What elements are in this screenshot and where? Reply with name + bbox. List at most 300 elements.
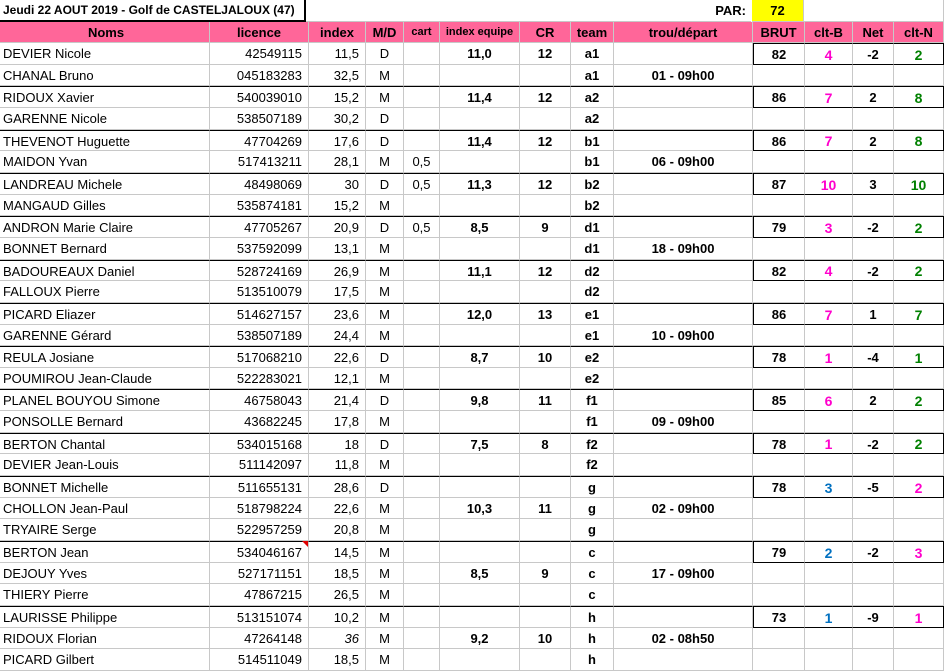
cell-md[interactable]: M — [366, 368, 404, 389]
cell-index[interactable]: 30,2 — [309, 108, 366, 130]
cell-cltn[interactable]: 2 — [894, 216, 944, 238]
cell-name[interactable]: ANDRON Marie Claire — [0, 216, 210, 238]
cell-md[interactable]: D — [366, 108, 404, 130]
cell-index-equipe[interactable]: 11,4 — [440, 130, 520, 151]
cell-cart[interactable] — [404, 411, 440, 433]
cell-md[interactable]: D — [366, 476, 404, 498]
header-brut[interactable]: BRUT — [753, 22, 805, 43]
cell-md[interactable]: M — [366, 238, 404, 260]
cell-md[interactable]: D — [366, 130, 404, 151]
cell-cltn[interactable] — [894, 649, 944, 671]
cell-licence[interactable]: 537592099 — [210, 238, 309, 260]
cell-cr[interactable]: 9 — [520, 563, 571, 584]
cell-index-equipe[interactable] — [440, 476, 520, 498]
cell-name[interactable]: LANDREAU Michele — [0, 173, 210, 195]
cell-team[interactable]: d2 — [571, 260, 614, 281]
cell-name[interactable]: RIDOUX Xavier — [0, 86, 210, 108]
cell-licence[interactable]: 511655131 — [210, 476, 309, 498]
cell-name[interactable]: TRYAIRE Serge — [0, 519, 210, 541]
cell-trou[interactable] — [614, 173, 753, 195]
comment-indicator[interactable] — [302, 541, 308, 547]
cell-net[interactable]: -2 — [853, 541, 894, 563]
cell-net[interactable] — [853, 238, 894, 260]
cell-net[interactable] — [853, 281, 894, 303]
cell-net[interactable]: -9 — [853, 606, 894, 628]
cell-name[interactable]: MAIDON Yvan — [0, 151, 210, 173]
cell-cart[interactable] — [404, 108, 440, 130]
cell-cltn[interactable] — [894, 498, 944, 519]
cell-index-equipe[interactable] — [440, 65, 520, 86]
cell-name[interactable]: BONNET Bernard — [0, 238, 210, 260]
cell-name[interactable]: MANGAUD Gilles — [0, 195, 210, 216]
cell-brut[interactable]: 82 — [753, 260, 805, 281]
cell-cart[interactable] — [404, 346, 440, 368]
cell-cltn[interactable] — [894, 195, 944, 216]
cell-cltb[interactable]: 10 — [805, 173, 853, 195]
cell-net[interactable] — [853, 151, 894, 173]
cell-name[interactable]: BADOUREAUX Daniel — [0, 260, 210, 281]
cell-name[interactable]: POUMIROU Jean-Claude — [0, 368, 210, 389]
cell-cltb[interactable]: 7 — [805, 86, 853, 108]
cell-licence[interactable]: 47264148 — [210, 628, 309, 649]
cell-licence[interactable]: 517068210 — [210, 346, 309, 368]
cell-cltb[interactable]: 4 — [805, 43, 853, 65]
cell-brut[interactable]: 86 — [753, 130, 805, 151]
header-index-equipe[interactable]: index equipe — [440, 22, 520, 43]
cell-cltb[interactable] — [805, 195, 853, 216]
cell-index[interactable]: 15,2 — [309, 86, 366, 108]
cell-cr[interactable] — [520, 108, 571, 130]
cell-name[interactable]: GARENNE Gérard — [0, 325, 210, 346]
cell-brut[interactable] — [753, 498, 805, 519]
cell-brut[interactable] — [753, 281, 805, 303]
cell-cart[interactable] — [404, 563, 440, 584]
cell-index-equipe[interactable] — [440, 368, 520, 389]
cell-team[interactable]: e2 — [571, 368, 614, 389]
cell-trou[interactable] — [614, 303, 753, 325]
cell-net[interactable] — [853, 649, 894, 671]
cell-index-equipe[interactable] — [440, 281, 520, 303]
cell-licence[interactable]: 511142097 — [210, 454, 309, 476]
cell-net[interactable]: -5 — [853, 476, 894, 498]
cell-brut[interactable] — [753, 584, 805, 606]
cell-cltn[interactable] — [894, 65, 944, 86]
cell-cr[interactable]: 12 — [520, 260, 571, 281]
cell-brut[interactable]: 85 — [753, 389, 805, 411]
cell-index[interactable]: 30 — [309, 173, 366, 195]
cell-net[interactable] — [853, 368, 894, 389]
cell-cart[interactable] — [404, 649, 440, 671]
cell-cltb[interactable]: 6 — [805, 389, 853, 411]
cell-cltn[interactable]: 7 — [894, 303, 944, 325]
cell-licence[interactable]: 534046167 — [210, 541, 309, 563]
cell-team[interactable]: g — [571, 476, 614, 498]
cell-team[interactable]: a2 — [571, 86, 614, 108]
cell-trou[interactable] — [614, 389, 753, 411]
cell-cr[interactable] — [520, 606, 571, 628]
cell-licence[interactable]: 517413211 — [210, 151, 309, 173]
cell-brut[interactable]: 86 — [753, 303, 805, 325]
cell-cr[interactable] — [520, 476, 571, 498]
cell-trou[interactable]: 18 - 09h00 — [614, 238, 753, 260]
cell-licence[interactable]: 534015168 — [210, 433, 309, 454]
cell-net[interactable]: -2 — [853, 260, 894, 281]
header-licence[interactable]: licence — [210, 22, 309, 43]
cell-licence[interactable]: 47867215 — [210, 584, 309, 606]
cell-cart[interactable] — [404, 541, 440, 563]
cell-net[interactable]: -2 — [853, 43, 894, 65]
cell-cr[interactable]: 13 — [520, 303, 571, 325]
cell-cltb[interactable]: 1 — [805, 606, 853, 628]
cell-net[interactable] — [853, 108, 894, 130]
cell-team[interactable]: c — [571, 541, 614, 563]
cell-trou[interactable] — [614, 519, 753, 541]
cell-trou[interactable]: 01 - 09h00 — [614, 65, 753, 86]
cell-index-equipe[interactable]: 11,1 — [440, 260, 520, 281]
cell-cltb[interactable] — [805, 563, 853, 584]
cell-licence[interactable]: 045183283 — [210, 65, 309, 86]
cell-cltn[interactable]: 2 — [894, 433, 944, 454]
cell-cltb[interactable] — [805, 65, 853, 86]
cell-name[interactable]: PICARD Gilbert — [0, 649, 210, 671]
cell-md[interactable]: D — [366, 433, 404, 454]
cell-cltn[interactable] — [894, 454, 944, 476]
cell-md[interactable]: M — [366, 151, 404, 173]
cell-md[interactable]: M — [366, 519, 404, 541]
cell-index-equipe[interactable] — [440, 584, 520, 606]
cell-cltb[interactable] — [805, 281, 853, 303]
cell-cr[interactable] — [520, 519, 571, 541]
cell-net[interactable] — [853, 411, 894, 433]
cell-cltn[interactable] — [894, 151, 944, 173]
cell-index-equipe[interactable] — [440, 519, 520, 541]
cell-index-equipe[interactable] — [440, 454, 520, 476]
cell-cltn[interactable] — [894, 325, 944, 346]
cell-cltb[interactable] — [805, 454, 853, 476]
cell-md[interactable]: M — [366, 260, 404, 281]
header-team[interactable]: team — [571, 22, 614, 43]
cell-cltb[interactable]: 3 — [805, 216, 853, 238]
cell-net[interactable] — [853, 519, 894, 541]
cell-cltn[interactable] — [894, 411, 944, 433]
cell-team[interactable]: d1 — [571, 238, 614, 260]
cell-index[interactable]: 36 — [309, 628, 366, 649]
cell-name[interactable]: BERTON Jean — [0, 541, 210, 563]
cell-brut[interactable]: 78 — [753, 476, 805, 498]
cell-cart[interactable] — [404, 584, 440, 606]
cell-md[interactable]: M — [366, 281, 404, 303]
cell-index-equipe[interactable]: 8,5 — [440, 563, 520, 584]
cell-brut[interactable] — [753, 195, 805, 216]
cell-team[interactable]: a2 — [571, 108, 614, 130]
cell-md[interactable]: M — [366, 563, 404, 584]
cell-name[interactable]: REULA Josiane — [0, 346, 210, 368]
cell-trou[interactable] — [614, 368, 753, 389]
cell-brut[interactable]: 78 — [753, 433, 805, 454]
cell-index[interactable]: 17,8 — [309, 411, 366, 433]
cell-cltb[interactable] — [805, 519, 853, 541]
cell-name[interactable]: CHANAL Bruno — [0, 65, 210, 86]
cell-index-equipe[interactable] — [440, 238, 520, 260]
cell-brut[interactable]: 79 — [753, 541, 805, 563]
cell-net[interactable] — [853, 498, 894, 519]
cell-team[interactable]: d2 — [571, 281, 614, 303]
par-value[interactable]: 72 — [752, 0, 804, 22]
cell-licence[interactable]: 514511049 — [210, 649, 309, 671]
cell-cltb[interactable] — [805, 368, 853, 389]
cell-cr[interactable]: 11 — [520, 498, 571, 519]
cell-cart[interactable] — [404, 454, 440, 476]
cell-cltn[interactable]: 3 — [894, 541, 944, 563]
cell-index-equipe[interactable]: 11,0 — [440, 43, 520, 65]
cell-trou[interactable] — [614, 433, 753, 454]
cell-index-equipe[interactable]: 11,3 — [440, 173, 520, 195]
cell-team[interactable]: e1 — [571, 325, 614, 346]
cell-cltb[interactable] — [805, 325, 853, 346]
cell-cart[interactable]: 0,5 — [404, 151, 440, 173]
cell-cr[interactable]: 11 — [520, 389, 571, 411]
cell-team[interactable]: e1 — [571, 303, 614, 325]
cell-index[interactable]: 28,6 — [309, 476, 366, 498]
cell-brut[interactable]: 78 — [753, 346, 805, 368]
cell-licence[interactable]: 513510079 — [210, 281, 309, 303]
cell-trou[interactable]: 10 - 09h00 — [614, 325, 753, 346]
cell-cltn[interactable] — [894, 368, 944, 389]
cell-md[interactable]: M — [366, 65, 404, 86]
cell-cart[interactable] — [404, 368, 440, 389]
cell-brut[interactable] — [753, 563, 805, 584]
cell-cr[interactable] — [520, 368, 571, 389]
cell-trou[interactable] — [614, 476, 753, 498]
cell-licence[interactable]: 43682245 — [210, 411, 309, 433]
cell-cart[interactable] — [404, 303, 440, 325]
cell-name[interactable]: PLANEL BOUYOU Simone — [0, 389, 210, 411]
cell-cltn[interactable] — [894, 519, 944, 541]
cell-index[interactable]: 26,5 — [309, 584, 366, 606]
cell-licence[interactable]: 46758043 — [210, 389, 309, 411]
cell-trou[interactable] — [614, 649, 753, 671]
cell-index-equipe[interactable]: 10,3 — [440, 498, 520, 519]
cell-index-equipe[interactable]: 7,5 — [440, 433, 520, 454]
cell-index-equipe[interactable] — [440, 151, 520, 173]
header-cart[interactable]: cart — [404, 22, 440, 43]
cell-cr[interactable]: 10 — [520, 628, 571, 649]
cell-index[interactable]: 15,2 — [309, 195, 366, 216]
cell-cltn[interactable] — [894, 628, 944, 649]
cell-team[interactable]: h — [571, 649, 614, 671]
cell-team[interactable]: h — [571, 606, 614, 628]
cell-brut[interactable] — [753, 151, 805, 173]
cell-index[interactable]: 11,5 — [309, 43, 366, 65]
cell-cart[interactable] — [404, 519, 440, 541]
cell-index[interactable]: 18 — [309, 433, 366, 454]
cell-index-equipe[interactable]: 11,4 — [440, 86, 520, 108]
cell-cart[interactable] — [404, 476, 440, 498]
cell-cart[interactable] — [404, 65, 440, 86]
cell-cr[interactable]: 12 — [520, 86, 571, 108]
cell-cr[interactable] — [520, 65, 571, 86]
cell-index-equipe[interactable] — [440, 195, 520, 216]
cell-brut[interactable]: 87 — [753, 173, 805, 195]
cell-cltb[interactable] — [805, 151, 853, 173]
cell-team[interactable]: b2 — [571, 173, 614, 195]
cell-cltb[interactable]: 7 — [805, 130, 853, 151]
cell-net[interactable] — [853, 325, 894, 346]
cell-name[interactable]: CHOLLON Jean-Paul — [0, 498, 210, 519]
cell-team[interactable]: f2 — [571, 433, 614, 454]
cell-index[interactable]: 26,9 — [309, 260, 366, 281]
cell-name[interactable]: LAURISSE Philippe — [0, 606, 210, 628]
cell-trou[interactable]: 02 - 09h00 — [614, 498, 753, 519]
cell-cltb[interactable]: 3 — [805, 476, 853, 498]
cell-net[interactable]: 2 — [853, 86, 894, 108]
cell-net[interactable]: -4 — [853, 346, 894, 368]
cell-md[interactable]: M — [366, 454, 404, 476]
cell-cltb[interactable] — [805, 238, 853, 260]
cell-cart[interactable] — [404, 628, 440, 649]
par-label[interactable]: PAR: — [715, 3, 746, 18]
cell-net[interactable] — [853, 584, 894, 606]
cell-team[interactable]: f1 — [571, 389, 614, 411]
cell-team[interactable]: b2 — [571, 195, 614, 216]
cell-index[interactable]: 23,6 — [309, 303, 366, 325]
cell-index[interactable]: 11,8 — [309, 454, 366, 476]
cell-md[interactable]: M — [366, 86, 404, 108]
cell-brut[interactable]: 73 — [753, 606, 805, 628]
cell-md[interactable]: M — [366, 541, 404, 563]
cell-cart[interactable] — [404, 498, 440, 519]
cell-index-equipe[interactable]: 9,8 — [440, 389, 520, 411]
cell-trou[interactable] — [614, 281, 753, 303]
cell-md[interactable]: D — [366, 346, 404, 368]
cell-licence[interactable]: 42549115 — [210, 43, 309, 65]
cell-name[interactable]: DEJOUY Yves — [0, 563, 210, 584]
cell-md[interactable]: M — [366, 606, 404, 628]
cell-index-equipe[interactable]: 9,2 — [440, 628, 520, 649]
header-net[interactable]: Net — [853, 22, 894, 43]
cell-trou[interactable] — [614, 584, 753, 606]
cell-net[interactable] — [853, 65, 894, 86]
cell-cr[interactable]: 12 — [520, 43, 571, 65]
sheet-title[interactable]: Jeudi 22 AOUT 2019 - Golf de CASTELJALOUX (47) — [0, 0, 306, 22]
cell-name[interactable]: BONNET Michelle — [0, 476, 210, 498]
cell-md[interactable]: D — [366, 173, 404, 195]
cell-md[interactable]: D — [366, 216, 404, 238]
cell-team[interactable]: b1 — [571, 151, 614, 173]
cell-name[interactable]: THIERY Pierre — [0, 584, 210, 606]
cell-cart[interactable] — [404, 86, 440, 108]
cell-trou[interactable] — [614, 195, 753, 216]
cell-licence[interactable]: 518798224 — [210, 498, 309, 519]
cell-index[interactable]: 24,4 — [309, 325, 366, 346]
cell-md[interactable]: M — [366, 584, 404, 606]
cell-trou[interactable]: 09 - 09h00 — [614, 411, 753, 433]
cell-index-equipe[interactable]: 12,0 — [440, 303, 520, 325]
cell-md[interactable]: M — [366, 195, 404, 216]
cell-cr[interactable]: 12 — [520, 173, 571, 195]
cell-team[interactable]: d1 — [571, 216, 614, 238]
cell-index[interactable]: 18,5 — [309, 649, 366, 671]
cell-md[interactable]: M — [366, 628, 404, 649]
cell-index-equipe[interactable] — [440, 411, 520, 433]
cell-index[interactable]: 28,1 — [309, 151, 366, 173]
cell-trou[interactable] — [614, 216, 753, 238]
cell-index[interactable]: 13,1 — [309, 238, 366, 260]
cell-index-equipe[interactable] — [440, 606, 520, 628]
cell-cr[interactable] — [520, 238, 571, 260]
cell-net[interactable] — [853, 563, 894, 584]
cell-cart[interactable] — [404, 195, 440, 216]
cell-cart[interactable] — [404, 606, 440, 628]
cell-cart[interactable] — [404, 433, 440, 454]
cell-licence[interactable]: 513151074 — [210, 606, 309, 628]
cell-md[interactable]: M — [366, 303, 404, 325]
cell-licence[interactable]: 527171151 — [210, 563, 309, 584]
cell-brut[interactable]: 79 — [753, 216, 805, 238]
cell-team[interactable]: h — [571, 628, 614, 649]
cell-cart[interactable] — [404, 325, 440, 346]
cell-name[interactable]: GARENNE Nicole — [0, 108, 210, 130]
cell-index-equipe[interactable] — [440, 541, 520, 563]
cell-cltn[interactable]: 1 — [894, 346, 944, 368]
header-cltb[interactable]: clt-B — [805, 22, 853, 43]
cell-md[interactable]: M — [366, 649, 404, 671]
cell-md[interactable]: M — [366, 325, 404, 346]
cell-team[interactable]: g — [571, 519, 614, 541]
cell-team[interactable]: g — [571, 498, 614, 519]
cell-licence[interactable]: 540039010 — [210, 86, 309, 108]
cell-index[interactable]: 12,1 — [309, 368, 366, 389]
cell-net[interactable] — [853, 195, 894, 216]
cell-brut[interactable] — [753, 519, 805, 541]
cell-trou[interactable] — [614, 130, 753, 151]
cell-brut[interactable] — [753, 65, 805, 86]
cell-cr[interactable] — [520, 541, 571, 563]
cell-index-equipe[interactable] — [440, 325, 520, 346]
cell-cr[interactable]: 9 — [520, 216, 571, 238]
cell-md[interactable]: M — [366, 411, 404, 433]
header-md[interactable]: M/D — [366, 22, 404, 43]
cell-cltn[interactable] — [894, 584, 944, 606]
cell-cltb[interactable] — [805, 649, 853, 671]
cell-name[interactable]: PONSOLLE Bernard — [0, 411, 210, 433]
cell-trou[interactable] — [614, 541, 753, 563]
cell-name[interactable]: PICARD Eliazer — [0, 303, 210, 325]
cell-cltn[interactable]: 2 — [894, 389, 944, 411]
cell-index[interactable]: 22,6 — [309, 498, 366, 519]
cell-cltb[interactable] — [805, 108, 853, 130]
cell-cltb[interactable]: 1 — [805, 346, 853, 368]
cell-trou[interactable] — [614, 108, 753, 130]
cell-name[interactable]: DEVIER Nicole — [0, 43, 210, 65]
cell-brut[interactable] — [753, 325, 805, 346]
cell-trou[interactable] — [614, 454, 753, 476]
cell-team[interactable]: f1 — [571, 411, 614, 433]
cell-md[interactable]: D — [366, 43, 404, 65]
cell-index[interactable]: 17,6 — [309, 130, 366, 151]
cell-cr[interactable] — [520, 281, 571, 303]
cell-brut[interactable] — [753, 108, 805, 130]
cell-trou[interactable]: 02 - 08h50 — [614, 628, 753, 649]
cell-cart[interactable] — [404, 43, 440, 65]
cell-licence[interactable]: 522283021 — [210, 368, 309, 389]
cell-index[interactable]: 18,5 — [309, 563, 366, 584]
cell-team[interactable]: a1 — [571, 43, 614, 65]
cell-index-equipe[interactable] — [440, 108, 520, 130]
cell-licence[interactable]: 538507189 — [210, 325, 309, 346]
cell-cart[interactable] — [404, 238, 440, 260]
cell-name[interactable]: RIDOUX Florian — [0, 628, 210, 649]
